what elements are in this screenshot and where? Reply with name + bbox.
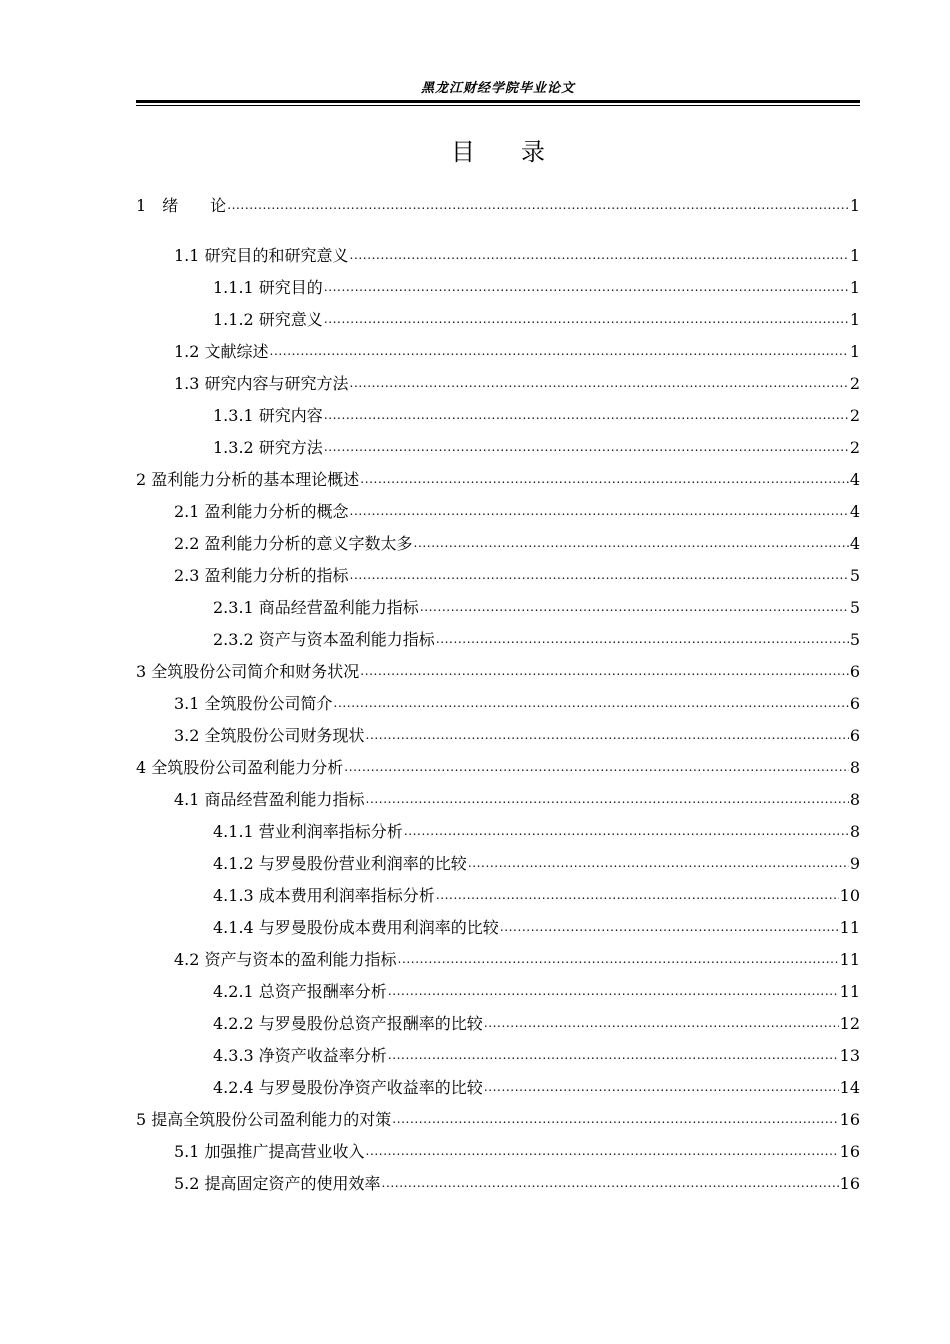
toc-entry-page: 1 xyxy=(849,310,860,329)
toc-entry[interactable] xyxy=(213,434,860,458)
toc-entry[interactable] xyxy=(174,946,860,970)
toc-entry-label: 1.3.1 研究内容 xyxy=(213,406,323,425)
toc-entry-label: 1.3 研究内容与研究方法 xyxy=(174,374,349,393)
toc-entry[interactable] xyxy=(136,754,860,778)
toc-entry-page: 4 xyxy=(849,502,860,521)
toc-entry-page: 8 xyxy=(849,758,860,777)
toc-entry-label: 4.2.4 与罗曼股份净资产收益率的比较 xyxy=(213,1078,483,1097)
toc-entry-leader xyxy=(436,631,849,647)
toc-entry[interactable] xyxy=(213,914,860,938)
toc-entry-label: 4.2.1 总资产报酬率分析 xyxy=(213,982,387,1001)
toc-entry-leader xyxy=(324,279,849,295)
toc-entry[interactable] xyxy=(213,882,860,906)
toc-title-char-2: 录 xyxy=(521,138,545,166)
toc-entry-leader xyxy=(350,567,849,583)
toc-entry-leader xyxy=(382,1175,839,1191)
toc-entry-label: 2 盈利能力分析的基本理论概述 xyxy=(136,470,360,489)
toc-entry-page: 5 xyxy=(849,630,860,649)
toc-entry[interactable] xyxy=(174,530,860,554)
toc-entry[interactable] xyxy=(213,1010,860,1034)
header-rule-thick xyxy=(136,100,860,103)
toc-entry-page: 1 xyxy=(849,246,860,265)
toc-entry-leader xyxy=(350,503,849,519)
toc-entry-page: 16 xyxy=(839,1174,860,1193)
toc-entry[interactable] xyxy=(174,562,860,586)
toc-entry-leader xyxy=(398,951,839,967)
toc-entry-label: 5 提高全筑股份公司盈利能力的对策 xyxy=(136,1110,392,1129)
toc-entry-page: 16 xyxy=(839,1142,860,1161)
toc-entry-leader xyxy=(436,887,839,903)
toc-entry-label: 2.3 盈利能力分析的指标 xyxy=(174,566,349,585)
toc-entry[interactable] xyxy=(174,786,860,810)
toc-entry[interactable] xyxy=(174,370,860,394)
toc-entry-page: 1 xyxy=(849,196,860,215)
toc-entry-leader xyxy=(366,727,849,743)
toc-entry-page: 13 xyxy=(839,1046,860,1065)
toc-entry-page: 8 xyxy=(849,790,860,809)
toc-entry[interactable] xyxy=(174,722,860,746)
toc-entry-leader xyxy=(484,1079,839,1095)
toc-entry-page: 11 xyxy=(839,982,860,1001)
toc-entry-leader xyxy=(360,471,849,487)
toc-entry-leader xyxy=(350,375,849,391)
toc-entry[interactable] xyxy=(213,274,860,298)
toc-entry[interactable] xyxy=(213,978,860,1002)
toc-entry-label: 3.1 全筑股份公司简介 xyxy=(174,694,333,713)
toc-entry-page: 6 xyxy=(849,726,860,745)
toc-entry-label: 5.1 加强推广提高营业收入 xyxy=(174,1142,365,1161)
toc-entry-page: 11 xyxy=(839,918,860,937)
toc-entry-label: 2.3.1 商品经营盈利能力指标 xyxy=(213,598,419,617)
header-rule-thin xyxy=(136,105,860,106)
toc-entry-page: 1 xyxy=(849,342,860,361)
toc-entry[interactable] xyxy=(136,658,860,682)
toc-entry-page: 6 xyxy=(849,694,860,713)
toc-entry-leader xyxy=(420,599,849,615)
toc-entry-page: 5 xyxy=(849,566,860,585)
toc-entry-leader xyxy=(392,1111,838,1127)
toc-entry[interactable] xyxy=(213,626,860,650)
toc-entry-label: 4.2 资产与资本的盈利能力指标 xyxy=(174,950,397,969)
toc-entry-leader xyxy=(360,663,849,679)
toc-entry-label: 1.1 研究目的和研究意义 xyxy=(174,246,349,265)
toc-entry-label: 4.3.3 净资产收益率分析 xyxy=(213,1046,387,1065)
toc-entry-leader xyxy=(414,535,849,551)
toc-entry-leader xyxy=(350,247,849,263)
toc-entry[interactable] xyxy=(174,498,860,522)
toc-entry-label: 2.3.2 资产与资本盈利能力指标 xyxy=(213,630,435,649)
toc-entry-leader xyxy=(388,983,839,999)
toc-entry-page: 6 xyxy=(849,662,860,681)
toc-entry[interactable] xyxy=(213,850,860,874)
toc-entry-leader xyxy=(324,311,849,327)
toc-entry[interactable] xyxy=(213,1074,860,1098)
toc-entry-label: 1.2 文献综述 xyxy=(174,342,269,361)
toc-entry-page: 2 xyxy=(849,438,860,457)
toc-entry[interactable] xyxy=(174,1170,860,1194)
toc-entry-page: 4 xyxy=(849,534,860,553)
toc-entry-page: 2 xyxy=(849,374,860,393)
toc-title-char-1: 目 xyxy=(451,138,475,166)
toc-entry-label: 4.1.1 营业利润率指标分析 xyxy=(213,822,403,841)
toc-entry-page: 5 xyxy=(849,598,860,617)
toc-entry-page: 4 xyxy=(849,470,860,489)
toc-entry[interactable] xyxy=(136,1106,860,1130)
toc-entry-label: 1 绪 论 xyxy=(136,196,227,215)
toc-entry-leader xyxy=(388,1047,839,1063)
toc-entry-label: 4.1.3 成本费用利润率指标分析 xyxy=(213,886,435,905)
toc-entry-page: 8 xyxy=(849,822,860,841)
toc-entry-page: 9 xyxy=(849,854,860,873)
toc-entry-leader xyxy=(227,197,849,213)
toc-entry-page: 11 xyxy=(839,950,860,969)
toc-entry-page: 10 xyxy=(839,886,860,905)
toc-entry[interactable] xyxy=(213,306,860,330)
toc-entry-leader xyxy=(270,343,849,359)
toc-entry-label: 4.1 商品经营盈利能力指标 xyxy=(174,790,365,809)
toc-entry-label: 1.3.2 研究方法 xyxy=(213,438,323,457)
toc-entry-leader xyxy=(500,919,839,935)
toc-entry-label: 1.1.2 研究意义 xyxy=(213,310,323,329)
toc-entry-leader xyxy=(404,823,849,839)
toc-entry-label: 4 全筑股份公司盈利能力分析 xyxy=(136,758,344,777)
toc-entry[interactable] xyxy=(174,338,860,362)
toc-entry-label: 3 全筑股份公司简介和财务状况 xyxy=(136,662,360,681)
toc-entry-leader xyxy=(366,791,849,807)
toc-entry-leader xyxy=(334,695,849,711)
toc-entry[interactable] xyxy=(174,1138,860,1162)
toc-entry-label: 2.2 盈利能力分析的意义字数太多 xyxy=(174,534,413,553)
toc-entry[interactable] xyxy=(174,242,860,266)
toc-entry-label: 4.2.2 与罗曼股份总资产报酬率的比较 xyxy=(213,1014,483,1033)
toc-entry-page: 14 xyxy=(839,1078,860,1097)
toc-entry[interactable] xyxy=(136,466,860,490)
toc-title xyxy=(136,136,860,168)
toc-entry-label: 4.1.4 与罗曼股份成本费用利润率的比较 xyxy=(213,918,499,937)
toc-entry-leader xyxy=(344,759,849,775)
toc-entry-label: 1.1.1 研究目的 xyxy=(213,278,323,297)
toc-entry[interactable] xyxy=(213,1042,860,1066)
toc-entry[interactable] xyxy=(213,818,860,842)
toc-entry-leader xyxy=(468,855,849,871)
toc-entry-page: 16 xyxy=(839,1110,860,1129)
toc-entry-leader xyxy=(366,1143,839,1159)
toc-entry-page: 2 xyxy=(849,406,860,425)
toc-entry-leader xyxy=(324,407,849,423)
toc-entry-leader xyxy=(484,1015,839,1031)
running-header: 黑龙江财经学院毕业论文 xyxy=(420,81,575,96)
toc-entry[interactable] xyxy=(213,594,860,618)
toc-entry-page: 1 xyxy=(849,278,860,297)
toc-entry[interactable] xyxy=(213,402,860,426)
toc-entry-label: 4.1.2 与罗曼股份营业利润率的比较 xyxy=(213,854,467,873)
toc-entry[interactable] xyxy=(136,192,860,216)
toc-entry-label: 5.2 提高固定资产的使用效率 xyxy=(174,1174,381,1193)
toc-entry[interactable] xyxy=(174,690,860,714)
toc-entry-page: 12 xyxy=(839,1014,860,1033)
toc-entry-label: 3.2 全筑股份公司财务现状 xyxy=(174,726,365,745)
toc-entry-label: 2.1 盈利能力分析的概念 xyxy=(174,502,349,521)
toc-entry-leader xyxy=(324,439,849,455)
